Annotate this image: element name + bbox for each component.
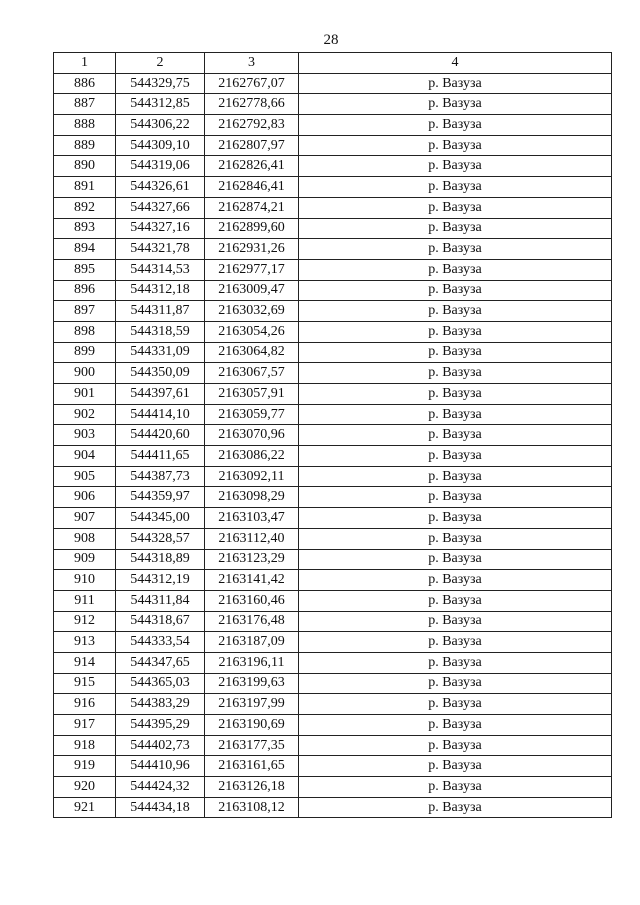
x-coordinate-cell: 544333,54 bbox=[116, 632, 205, 653]
point-number-cell: 908 bbox=[54, 528, 116, 549]
table-row bbox=[54, 797, 612, 818]
description-cell: р. Вазуза bbox=[299, 652, 612, 673]
point-number-cell: 898 bbox=[54, 321, 116, 342]
point-number-cell: 918 bbox=[54, 735, 116, 756]
description-cell: р. Вазуза bbox=[299, 777, 612, 798]
x-coordinate-cell: 544327,66 bbox=[116, 197, 205, 218]
x-coordinate-cell: 544397,61 bbox=[116, 384, 205, 405]
table-row bbox=[54, 549, 612, 570]
point-number-cell: 907 bbox=[54, 508, 116, 529]
table-row bbox=[54, 673, 612, 694]
y-coordinate-cell: 2163197,99 bbox=[205, 694, 299, 715]
x-coordinate-cell: 544312,19 bbox=[116, 570, 205, 591]
point-number-cell: 897 bbox=[54, 301, 116, 322]
description-cell: р. Вазуза bbox=[299, 342, 612, 363]
description-cell: р. Вазуза bbox=[299, 797, 612, 818]
point-number-cell: 899 bbox=[54, 342, 116, 363]
point-number-cell: 895 bbox=[54, 259, 116, 280]
table-row bbox=[54, 611, 612, 632]
y-coordinate-cell: 2163086,22 bbox=[205, 446, 299, 467]
column-header-2: 2 bbox=[116, 53, 205, 74]
y-coordinate-cell: 2162792,83 bbox=[205, 115, 299, 136]
x-coordinate-cell: 544359,97 bbox=[116, 487, 205, 508]
point-number-cell: 887 bbox=[54, 94, 116, 115]
point-number-cell: 913 bbox=[54, 632, 116, 653]
description-cell: р. Вазуза bbox=[299, 735, 612, 756]
description-cell: р. Вазуза bbox=[299, 259, 612, 280]
table-row bbox=[54, 570, 612, 591]
y-coordinate-cell: 2163070,96 bbox=[205, 425, 299, 446]
description-cell: р. Вазуза bbox=[299, 218, 612, 239]
point-number-cell: 921 bbox=[54, 797, 116, 818]
table-row bbox=[54, 694, 612, 715]
description-cell: р. Вазуза bbox=[299, 197, 612, 218]
description-cell: р. Вазуза bbox=[299, 156, 612, 177]
description-cell: р. Вазуза bbox=[299, 404, 612, 425]
point-number-cell: 919 bbox=[54, 756, 116, 777]
x-coordinate-cell: 544328,57 bbox=[116, 528, 205, 549]
point-number-cell: 896 bbox=[54, 280, 116, 301]
table-row bbox=[54, 177, 612, 198]
description-cell: р. Вазуза bbox=[299, 632, 612, 653]
table-row bbox=[54, 777, 612, 798]
y-coordinate-cell: 2163199,63 bbox=[205, 673, 299, 694]
x-coordinate-cell: 544318,59 bbox=[116, 321, 205, 342]
y-coordinate-cell: 2163123,29 bbox=[205, 549, 299, 570]
x-coordinate-cell: 544321,78 bbox=[116, 239, 205, 260]
point-number-cell: 914 bbox=[54, 652, 116, 673]
description-cell: р. Вазуза bbox=[299, 570, 612, 591]
point-number-cell: 900 bbox=[54, 363, 116, 384]
y-coordinate-cell: 2163092,11 bbox=[205, 466, 299, 487]
y-coordinate-cell: 2162899,60 bbox=[205, 218, 299, 239]
table-row bbox=[54, 73, 612, 94]
y-coordinate-cell: 2163064,82 bbox=[205, 342, 299, 363]
table-row bbox=[54, 735, 612, 756]
description-cell: р. Вазуза bbox=[299, 301, 612, 322]
x-coordinate-cell: 544309,10 bbox=[116, 135, 205, 156]
description-cell: р. Вазуза bbox=[299, 73, 612, 94]
y-coordinate-cell: 2163141,42 bbox=[205, 570, 299, 591]
point-number-cell: 893 bbox=[54, 218, 116, 239]
x-coordinate-cell: 544383,29 bbox=[116, 694, 205, 715]
description-cell: р. Вазуза bbox=[299, 715, 612, 736]
point-number-cell: 906 bbox=[54, 487, 116, 508]
table-row bbox=[54, 342, 612, 363]
description-cell: р. Вазуза bbox=[299, 549, 612, 570]
point-number-cell: 890 bbox=[54, 156, 116, 177]
column-header-1: 1 bbox=[54, 53, 116, 74]
x-coordinate-cell: 544347,65 bbox=[116, 652, 205, 673]
description-cell: р. Вазуза bbox=[299, 508, 612, 529]
x-coordinate-cell: 544327,16 bbox=[116, 218, 205, 239]
table-row bbox=[54, 94, 612, 115]
table-row bbox=[54, 715, 612, 736]
description-cell: р. Вазуза bbox=[299, 590, 612, 611]
x-coordinate-cell: 544318,67 bbox=[116, 611, 205, 632]
description-cell: р. Вазуза bbox=[299, 115, 612, 136]
y-coordinate-cell: 2163190,69 bbox=[205, 715, 299, 736]
point-number-cell: 888 bbox=[54, 115, 116, 136]
y-coordinate-cell: 2163126,18 bbox=[205, 777, 299, 798]
table-row bbox=[54, 280, 612, 301]
table-header bbox=[54, 53, 612, 74]
point-number-cell: 894 bbox=[54, 239, 116, 260]
x-coordinate-cell: 544414,10 bbox=[116, 404, 205, 425]
y-coordinate-cell: 2162767,07 bbox=[205, 73, 299, 94]
table-row bbox=[54, 156, 612, 177]
point-number-cell: 903 bbox=[54, 425, 116, 446]
y-coordinate-cell: 2163098,29 bbox=[205, 487, 299, 508]
x-coordinate-cell: 544410,96 bbox=[116, 756, 205, 777]
x-coordinate-cell: 544411,65 bbox=[116, 446, 205, 467]
x-coordinate-cell: 544314,53 bbox=[116, 259, 205, 280]
x-coordinate-cell: 544311,84 bbox=[116, 590, 205, 611]
table-row bbox=[54, 590, 612, 611]
description-cell: р. Вазуза bbox=[299, 177, 612, 198]
y-coordinate-cell: 2163196,11 bbox=[205, 652, 299, 673]
x-coordinate-cell: 544434,18 bbox=[116, 797, 205, 818]
x-coordinate-cell: 544311,87 bbox=[116, 301, 205, 322]
description-cell: р. Вазуза bbox=[299, 756, 612, 777]
description-cell: р. Вазуза bbox=[299, 321, 612, 342]
x-coordinate-cell: 544395,29 bbox=[116, 715, 205, 736]
y-coordinate-cell: 2162846,41 bbox=[205, 177, 299, 198]
table-row bbox=[54, 135, 612, 156]
x-coordinate-cell: 544402,73 bbox=[116, 735, 205, 756]
table-row bbox=[54, 487, 612, 508]
y-coordinate-cell: 2163032,69 bbox=[205, 301, 299, 322]
x-coordinate-cell: 544326,61 bbox=[116, 177, 205, 198]
table-row bbox=[54, 239, 612, 260]
point-number-cell: 911 bbox=[54, 590, 116, 611]
x-coordinate-cell: 544420,60 bbox=[116, 425, 205, 446]
point-number-cell: 901 bbox=[54, 384, 116, 405]
x-coordinate-cell: 544319,06 bbox=[116, 156, 205, 177]
x-coordinate-cell: 544331,09 bbox=[116, 342, 205, 363]
point-number-cell: 917 bbox=[54, 715, 116, 736]
table-row bbox=[54, 218, 612, 239]
point-number-cell: 910 bbox=[54, 570, 116, 591]
x-coordinate-cell: 544312,85 bbox=[116, 94, 205, 115]
description-cell: р. Вазуза bbox=[299, 673, 612, 694]
x-coordinate-cell: 544306,22 bbox=[116, 115, 205, 136]
description-cell: р. Вазуза bbox=[299, 280, 612, 301]
column-header-3: 3 bbox=[205, 53, 299, 74]
y-coordinate-cell: 2162778,66 bbox=[205, 94, 299, 115]
point-number-cell: 891 bbox=[54, 177, 116, 198]
point-number-cell: 904 bbox=[54, 446, 116, 467]
table-row bbox=[54, 301, 612, 322]
description-cell: р. Вазуза bbox=[299, 384, 612, 405]
y-coordinate-cell: 2163176,48 bbox=[205, 611, 299, 632]
point-number-cell: 916 bbox=[54, 694, 116, 715]
y-coordinate-cell: 2162977,17 bbox=[205, 259, 299, 280]
y-coordinate-cell: 2163057,91 bbox=[205, 384, 299, 405]
x-coordinate-cell: 544365,03 bbox=[116, 673, 205, 694]
table-row bbox=[54, 404, 612, 425]
table-header-row bbox=[54, 53, 612, 74]
point-number-cell: 889 bbox=[54, 135, 116, 156]
table-row bbox=[54, 528, 612, 549]
y-coordinate-cell: 2163009,47 bbox=[205, 280, 299, 301]
x-coordinate-cell: 544318,89 bbox=[116, 549, 205, 570]
description-cell: р. Вазуза bbox=[299, 466, 612, 487]
description-cell: р. Вазуза bbox=[299, 694, 612, 715]
x-coordinate-cell: 544424,32 bbox=[116, 777, 205, 798]
point-number-cell: 920 bbox=[54, 777, 116, 798]
table-row bbox=[54, 363, 612, 384]
table-row bbox=[54, 384, 612, 405]
y-coordinate-cell: 2162826,41 bbox=[205, 156, 299, 177]
y-coordinate-cell: 2163161,65 bbox=[205, 756, 299, 777]
y-coordinate-cell: 2163059,77 bbox=[205, 404, 299, 425]
x-coordinate-cell: 544350,09 bbox=[116, 363, 205, 384]
y-coordinate-cell: 2163112,40 bbox=[205, 528, 299, 549]
description-cell: р. Вазуза bbox=[299, 528, 612, 549]
x-coordinate-cell: 544387,73 bbox=[116, 466, 205, 487]
y-coordinate-cell: 2163108,12 bbox=[205, 797, 299, 818]
y-coordinate-cell: 2162807,97 bbox=[205, 135, 299, 156]
table-row bbox=[54, 632, 612, 653]
point-number-cell: 886 bbox=[54, 73, 116, 94]
point-number-cell: 915 bbox=[54, 673, 116, 694]
y-coordinate-cell: 2163187,09 bbox=[205, 632, 299, 653]
description-cell: р. Вазуза bbox=[299, 363, 612, 384]
table-row bbox=[54, 197, 612, 218]
description-cell: р. Вазуза bbox=[299, 611, 612, 632]
y-coordinate-cell: 2162931,26 bbox=[205, 239, 299, 260]
coordinates-table bbox=[53, 52, 612, 818]
table-row bbox=[54, 425, 612, 446]
table-row bbox=[54, 508, 612, 529]
table-row bbox=[54, 321, 612, 342]
page-number: 28 bbox=[323, 32, 339, 48]
column-header-4: 4 bbox=[299, 53, 612, 74]
description-cell: р. Вазуза bbox=[299, 94, 612, 115]
point-number-cell: 905 bbox=[54, 466, 116, 487]
y-coordinate-cell: 2163054,26 bbox=[205, 321, 299, 342]
table-body bbox=[54, 73, 612, 818]
point-number-cell: 902 bbox=[54, 404, 116, 425]
table-row bbox=[54, 652, 612, 673]
y-coordinate-cell: 2163103,47 bbox=[205, 508, 299, 529]
point-number-cell: 909 bbox=[54, 549, 116, 570]
point-number-cell: 892 bbox=[54, 197, 116, 218]
table-row bbox=[54, 446, 612, 467]
description-cell: р. Вазуза bbox=[299, 425, 612, 446]
y-coordinate-cell: 2162874,21 bbox=[205, 197, 299, 218]
point-number-cell: 912 bbox=[54, 611, 116, 632]
x-coordinate-cell: 544312,18 bbox=[116, 280, 205, 301]
x-coordinate-cell: 544345,00 bbox=[116, 508, 205, 529]
description-cell: р. Вазуза bbox=[299, 487, 612, 508]
y-coordinate-cell: 2163177,35 bbox=[205, 735, 299, 756]
x-coordinate-cell: 544329,75 bbox=[116, 73, 205, 94]
description-cell: р. Вазуза bbox=[299, 239, 612, 260]
description-cell: р. Вазуза bbox=[299, 446, 612, 467]
table-row bbox=[54, 259, 612, 280]
table-row bbox=[54, 756, 612, 777]
y-coordinate-cell: 2163067,57 bbox=[205, 363, 299, 384]
table-row bbox=[54, 466, 612, 487]
description-cell: р. Вазуза bbox=[299, 135, 612, 156]
y-coordinate-cell: 2163160,46 bbox=[205, 590, 299, 611]
table-row bbox=[54, 115, 612, 136]
